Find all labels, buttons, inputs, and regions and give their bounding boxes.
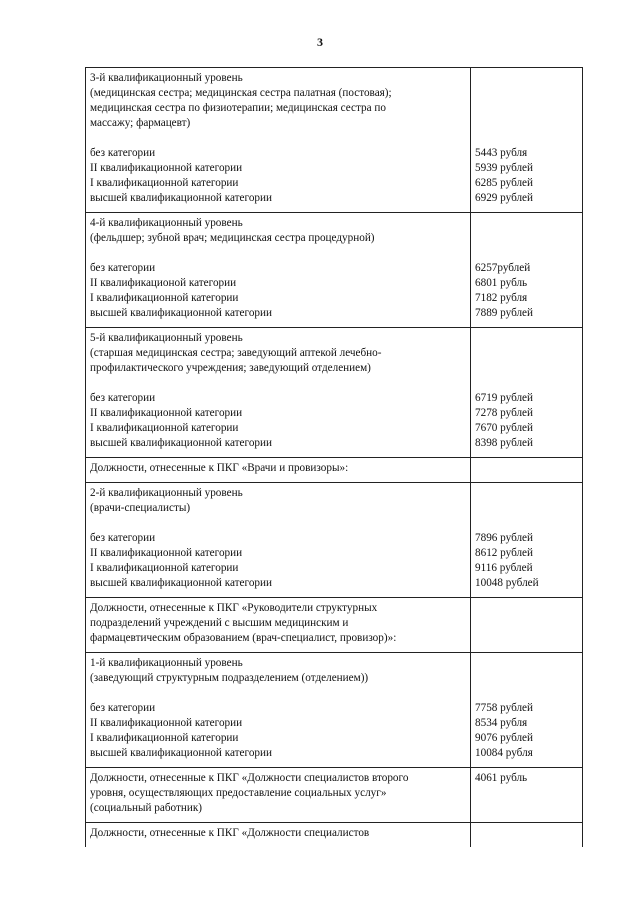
- position-cell: [86, 458, 471, 483]
- spacer: [90, 376, 466, 391]
- spacer: [475, 331, 578, 391]
- salary-value: 6285 рублей: [475, 177, 534, 189]
- category-label: I квалификационной категории: [90, 422, 239, 434]
- table-row: [86, 768, 583, 823]
- salary-value: 5939 рублей: [475, 162, 534, 174]
- table-row: [86, 483, 583, 598]
- salary-cell: [471, 768, 583, 823]
- position-heading-line: (старшая медицинская сестра; заведующий аптекой лечебно-: [90, 347, 382, 359]
- salary-value: 7896 рублей: [475, 532, 534, 544]
- category-label: без категории: [90, 392, 156, 404]
- salary-value: 6801 рубль: [475, 277, 528, 289]
- salary-cell: [471, 823, 583, 848]
- position-heading-line: 3-й квалификационный уровень: [90, 72, 243, 84]
- category-label: II квалификационой категории: [90, 277, 237, 289]
- spacer: [90, 516, 466, 531]
- position-cell: [86, 68, 471, 213]
- category-label: I квалификационной категории: [90, 562, 239, 574]
- position-cell: [86, 598, 471, 653]
- position-heading-line: (медицинская сестра; медицинская сестра палатная (постовая);: [90, 87, 392, 99]
- position-heading-line: профилактического учреждения; заведующий отделением): [90, 362, 371, 374]
- salary-value: 7182 рубля: [475, 292, 528, 304]
- category-label: I квалификационной категории: [90, 177, 239, 189]
- position-heading-line: 5-й квалификационный уровень: [90, 332, 243, 344]
- position-heading-line: (фельдшер; зубной врач; медицинская сестра процедурной): [90, 232, 375, 244]
- salary-value: 5443 рубля: [475, 147, 528, 159]
- salary-value: 8612 рублей: [475, 547, 534, 559]
- position-heading-line: Должности, отнесенные к ПКГ «Руководители структурных: [90, 602, 378, 614]
- position-cell: [86, 328, 471, 458]
- spacer: [475, 486, 578, 531]
- salary-cell: [471, 598, 583, 653]
- category-label: II квалификационной категории: [90, 547, 243, 559]
- position-heading-line: уровня, осуществляющих предоставление социальных услуг»: [90, 787, 387, 799]
- spacer: [90, 246, 466, 261]
- category-label: высшей квалификационной категории: [90, 747, 272, 759]
- position-cell: [86, 653, 471, 768]
- category-label: без категории: [90, 262, 156, 274]
- position-heading-line: 4-й квалификационный уровень: [90, 217, 243, 229]
- position-cell: [86, 823, 471, 848]
- category-label: высшей квалификационной категории: [90, 437, 272, 449]
- position-cell: [86, 483, 471, 598]
- position-heading-line: подразделений учреждений с высшим медицинским и: [90, 617, 349, 629]
- salary-value: 7758 рублей: [475, 702, 534, 714]
- position-heading-line: 1-й квалификационный уровень: [90, 657, 243, 669]
- salary-value: 10048 рублей: [475, 577, 539, 589]
- salary-table: [85, 67, 583, 847]
- category-label: без категории: [90, 532, 156, 544]
- salary-value: 7670 рублей: [475, 422, 534, 434]
- salary-cell: [471, 68, 583, 213]
- table-row: [86, 823, 583, 848]
- table-row: [86, 213, 583, 328]
- salary-value: 7278 рублей: [475, 407, 534, 419]
- salary-value: 6257рублей: [475, 262, 531, 274]
- category-label: II квалификационной категории: [90, 407, 243, 419]
- salary-cell: [471, 328, 583, 458]
- salary-value: 9116 рублей: [475, 562, 533, 574]
- position-heading-line: массажу; фармацевт): [90, 117, 191, 129]
- table-row: [86, 598, 583, 653]
- salary-table-body: [86, 68, 583, 848]
- position-heading-line: (заведующий структурным подразделением (отделением)): [90, 672, 369, 684]
- category-label: высшей квалификационной категории: [90, 192, 272, 204]
- salary-value: 6719 рублей: [475, 392, 534, 404]
- position-heading-line: Должности, отнесенные к ПКГ «Врачи и провизоры»:: [90, 462, 349, 474]
- position-heading-line: (врачи-специалисты): [90, 502, 191, 514]
- category-label: II квалификационной категории: [90, 162, 243, 174]
- spacer: [90, 131, 466, 146]
- spacer: [475, 71, 578, 146]
- table-row: [86, 328, 583, 458]
- spacer: [475, 656, 578, 701]
- salary-cell: [471, 483, 583, 598]
- position-heading-line: Должности, отнесенные к ПКГ «Должности специалистов: [90, 827, 370, 839]
- position-cell: [86, 768, 471, 823]
- table-row: [86, 458, 583, 483]
- position-cell: [86, 213, 471, 328]
- position-heading-line: Должности, отнесенные к ПКГ «Должности специалистов второго: [90, 772, 409, 784]
- salary-value: 4061 рубль: [475, 772, 528, 784]
- category-label: I квалификационной категории: [90, 732, 239, 744]
- spacer: [475, 216, 578, 261]
- category-label: высшей квалификационной категории: [90, 577, 272, 589]
- salary-cell: [471, 213, 583, 328]
- category-label: II квалификационной категории: [90, 717, 243, 729]
- page-number: 3: [317, 35, 323, 49]
- position-heading-line: фармацевтическим образованием (врач-специалист, провизор)»:: [90, 632, 397, 644]
- table-row: [86, 68, 583, 213]
- salary-cell: [471, 653, 583, 768]
- salary-value: 9076 рублей: [475, 732, 534, 744]
- salary-value: 8534 рубля: [475, 717, 528, 729]
- category-label: без категории: [90, 702, 156, 714]
- salary-value: 6929 рублей: [475, 192, 534, 204]
- salary-value: 8398 рублей: [475, 437, 534, 449]
- position-heading-line: (социальный работник): [90, 802, 203, 814]
- spacer: [90, 686, 466, 701]
- category-label: без категории: [90, 147, 156, 159]
- position-heading-line: медицинская сестра по физиотерапии; медицинская сестра по: [90, 102, 386, 114]
- salary-cell: [471, 458, 583, 483]
- salary-value: 7889 рублей: [475, 307, 534, 319]
- table-row: [86, 653, 583, 768]
- salary-value: 10084 рубля: [475, 747, 533, 759]
- position-heading-line: 2-й квалификационный уровень: [90, 487, 243, 499]
- category-label: I квалификационной категории: [90, 292, 239, 304]
- category-label: высшей квалификационной категории: [90, 307, 272, 319]
